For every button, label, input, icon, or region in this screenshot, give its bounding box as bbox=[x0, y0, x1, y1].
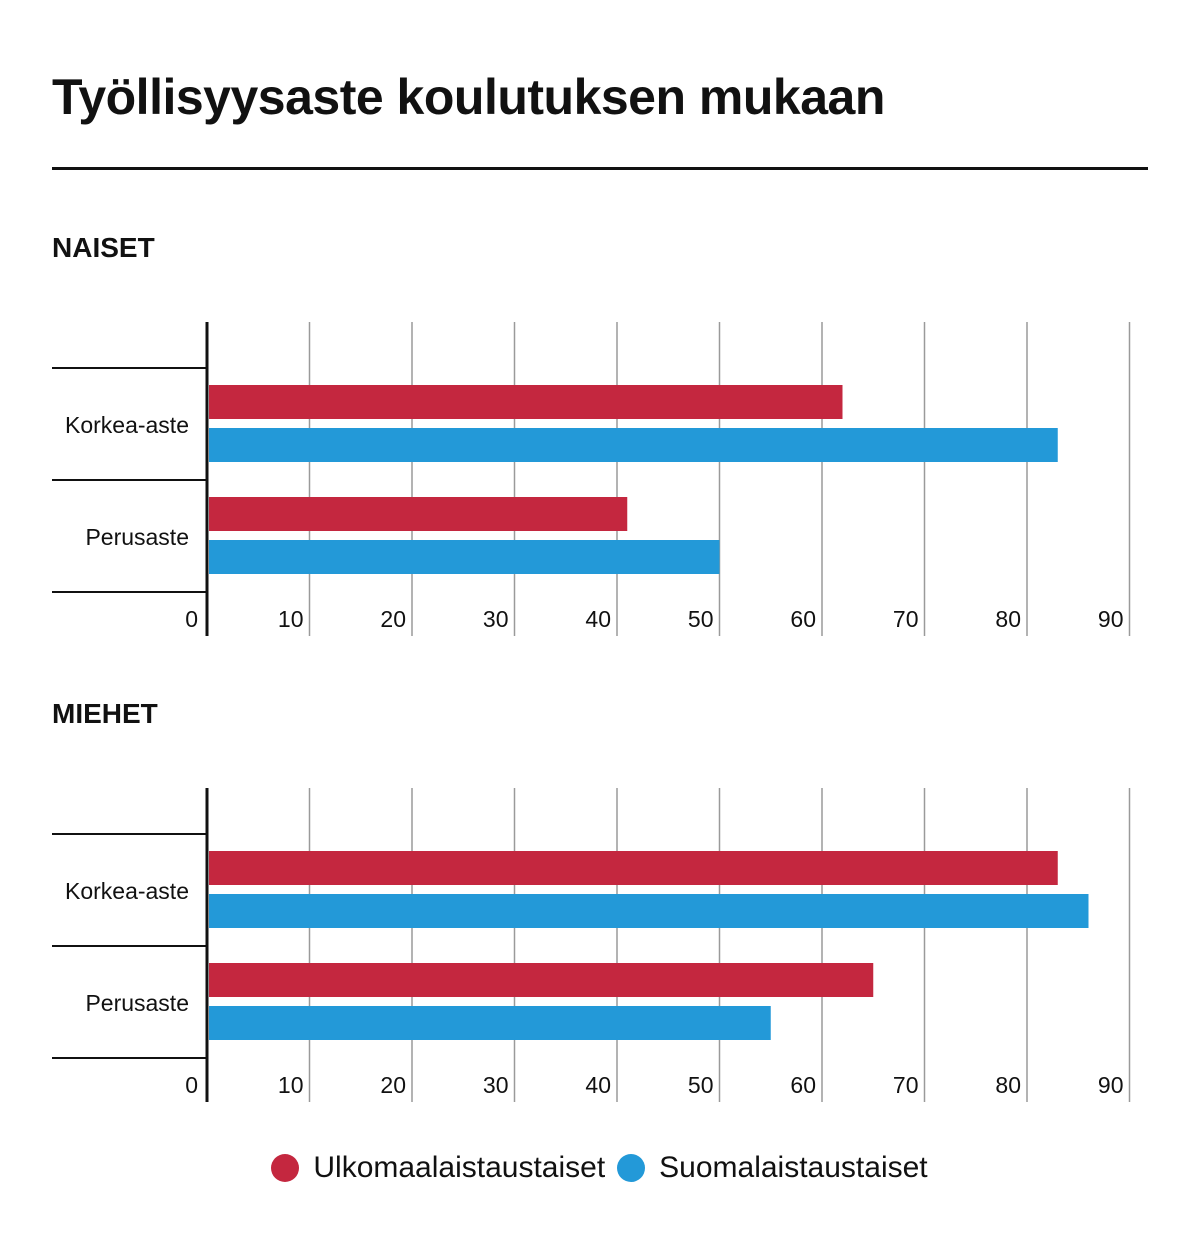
x-tick-label-50: 50 bbox=[687, 606, 714, 632]
x-tick-label-90: 90 bbox=[1097, 1072, 1124, 1098]
category-label-perusaste: Perusaste bbox=[85, 990, 189, 1016]
section-title-naiset: NAISET bbox=[52, 232, 155, 263]
legend-label-suomalaistaustaiset: Suomalaistaustaiset bbox=[659, 1151, 928, 1184]
x-tick-label-80: 80 bbox=[995, 606, 1021, 632]
category-label-korkea-aste: Korkea-aste bbox=[64, 412, 189, 438]
x-tick-label-70: 70 bbox=[892, 1072, 919, 1098]
legend-item-ulkomaalaistaustaiset bbox=[271, 1151, 605, 1185]
legend-swatch-ulkomaalaistaustaiset bbox=[271, 1154, 299, 1182]
x-tick-label-70: 70 bbox=[892, 606, 919, 632]
x-tick-label-30: 30 bbox=[482, 606, 509, 632]
chart-naiset bbox=[0, 318, 1199, 640]
bar-korkea-aste-ulkomaalaistaustaiset bbox=[209, 851, 1058, 885]
bar-perusaste-suomalaistaustaiset bbox=[209, 1006, 771, 1040]
legend bbox=[0, 1146, 1199, 1190]
title-divider bbox=[52, 167, 1148, 170]
x-tick-label-60: 60 bbox=[790, 1072, 816, 1098]
legend-item-suomalaistaustaiset bbox=[617, 1151, 927, 1185]
bar-perusaste-suomalaistaustaiset bbox=[209, 540, 720, 574]
x-tick-label-40: 40 bbox=[585, 1072, 611, 1098]
x-tick-label-40: 40 bbox=[585, 606, 611, 632]
x-tick-label-0: 0 bbox=[185, 1072, 198, 1098]
x-tick-label-30: 30 bbox=[482, 1072, 509, 1098]
category-label-korkea-aste: Korkea-aste bbox=[64, 878, 189, 904]
x-tick-label-0: 0 bbox=[185, 606, 198, 632]
x-tick-label-20: 20 bbox=[380, 1072, 406, 1098]
chart-title: Työllisyysaste koulutuksen mukaan bbox=[52, 69, 885, 125]
x-tick-label-90: 90 bbox=[1097, 606, 1124, 632]
chart-miehet bbox=[0, 784, 1199, 1106]
legend-swatch-suomalaistaustaiset bbox=[617, 1154, 645, 1182]
bar-korkea-aste-suomalaistaustaiset bbox=[209, 894, 1089, 928]
bar-korkea-aste-ulkomaalaistaustaiset bbox=[209, 385, 843, 419]
x-tick-label-60: 60 bbox=[790, 606, 816, 632]
bar-korkea-aste-suomalaistaustaiset bbox=[209, 428, 1058, 462]
bar-perusaste-ulkomaalaistaustaiset bbox=[209, 963, 873, 997]
section-title-miehet: MIEHET bbox=[52, 698, 158, 729]
category-label-perusaste: Perusaste bbox=[85, 524, 189, 550]
legend-label-ulkomaalaistaustaiset: Ulkomaalaistaustaiset bbox=[313, 1151, 606, 1184]
bar-perusaste-ulkomaalaistaustaiset bbox=[209, 497, 627, 531]
x-tick-label-10: 10 bbox=[277, 606, 304, 632]
x-tick-label-50: 50 bbox=[687, 1072, 714, 1098]
x-tick-label-10: 10 bbox=[277, 1072, 304, 1098]
x-tick-label-80: 80 bbox=[995, 1072, 1021, 1098]
x-tick-label-20: 20 bbox=[380, 606, 406, 632]
